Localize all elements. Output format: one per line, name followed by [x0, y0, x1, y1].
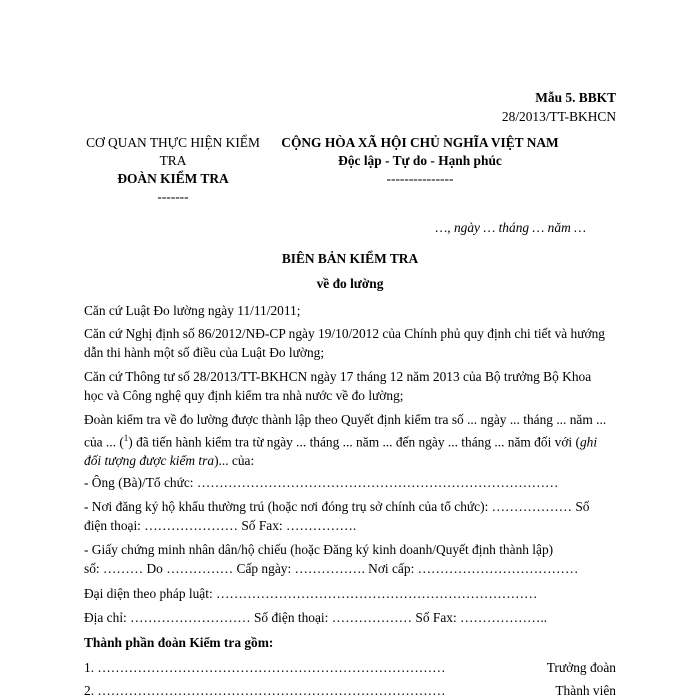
republic-divider: --------------- — [386, 171, 454, 186]
legal-basis-2-line1: Căn cứ Nghị định số 86/2012/NĐ-CP ngày 19/10/2012 của Chính phủ quy định chi tiết và hướng — [84, 326, 605, 341]
intro-part-a: của ... ( — [84, 434, 124, 450]
footnote-ref: 1 — [123, 433, 129, 443]
member-role: Thành viên — [555, 683, 616, 698]
address2-field: Địa chỉ: ……………………… Số điện thoại: ……………… Số Fax: ……………….. — [84, 610, 548, 625]
legal-basis-3-line1: Căn cứ Thông tư số 28/2013/TT-BKHCN ngày 17 tháng 12 năm 2013 của Bộ trưởng Bộ Khoa — [84, 369, 592, 384]
legal-basis-2-line2: dẫn thi hành một số điều của Luật Đo lường; — [84, 345, 325, 360]
legal-rep-field: Đại diện theo pháp luật: ……………………………………………………………… — [84, 586, 538, 601]
legal-basis-2 — [84, 324, 616, 362]
inspection-team-label: ĐOÀN KIỂM TRA — [117, 171, 229, 186]
address-field-line1: - Nơi đăng ký hộ khẩu thường trú (hoặc nơi đóng trụ sở chính của tổ chức): ……………… Số — [84, 499, 590, 514]
agency-divider: ------- — [157, 189, 189, 204]
circular-reference: 28/2013/TT-BKHCN — [501, 109, 616, 124]
member-row — [84, 658, 616, 677]
republic-name: CỘNG HÒA XÃ HỘI CHỦ NGHĨA VIỆT NAM — [281, 135, 559, 150]
member-dots: 1. …………………………………………………………………… — [84, 660, 446, 675]
members-heading: Thành phần đoàn Kiểm tra gồm: — [84, 635, 274, 650]
national-motto: Độc lập - Tự do - Hạnh phúc — [338, 153, 502, 168]
agency-name-line1: CƠ QUAN THỰC HIỆN KIỂM — [86, 135, 260, 150]
inspection-intro-line3 — [84, 451, 616, 470]
legal-basis-1: Căn cứ Luật Đo lường ngày 11/11/2011; — [84, 303, 301, 318]
date-line: …, ngày … tháng … năm … — [435, 220, 586, 235]
member-row — [84, 681, 616, 700]
form-code: Mẫu 5. BBKT — [535, 90, 616, 105]
id-field-line1: - Giấy chứng minh nhân dân/hộ chiếu (hoặc Đăng ký kinh doanh/Quyết định thành lập) — [84, 542, 554, 557]
id-field-line2: số: ……… Do …………… Cấp ngày: ……………. Nơi cấp: ……………………………… — [84, 561, 579, 576]
document-subtitle: về đo lường — [316, 276, 384, 291]
legal-basis-3 — [84, 367, 616, 405]
inspection-intro-line2 — [84, 429, 616, 451]
document-title: BIÊN BẢN KIỂM TRA — [281, 251, 419, 266]
member-role: Trưởng đoàn — [546, 660, 616, 675]
intro-part-e: )... của: — [214, 453, 255, 469]
agency-name-line2: TRA — [159, 153, 187, 168]
inspection-intro — [84, 410, 616, 470]
inspection-intro-line1: Đoàn kiểm tra về đo lường được thành lập theo Quyết định kiểm tra số ... ngày ... tháng ... năm ... — [84, 412, 607, 427]
legal-basis-3-line2: học và Công nghệ quy định kiểm tra nhà nước về đo lường; — [84, 388, 404, 403]
agency-block — [70, 134, 276, 206]
intro-part-b: ) đã tiến hành kiểm tra từ ngày ... tháng ... năm ... đến ngày ... tháng ... năm đối với ( — [128, 434, 580, 450]
address-field — [84, 497, 616, 535]
intro-part-d: đối tượng được kiểm tra — [84, 453, 215, 469]
member-dots: 2. …………………………………………………………………… — [84, 683, 446, 698]
id-field — [84, 540, 616, 578]
address-field-line2: điện thoại: ………………… Số Fax: ……………. — [84, 518, 357, 533]
republic-block — [270, 134, 570, 188]
person-field: - Ông (Bà)/Tổ chức: ……………………………………………………………………… — [84, 475, 559, 490]
intro-part-c: ghi — [579, 434, 598, 450]
